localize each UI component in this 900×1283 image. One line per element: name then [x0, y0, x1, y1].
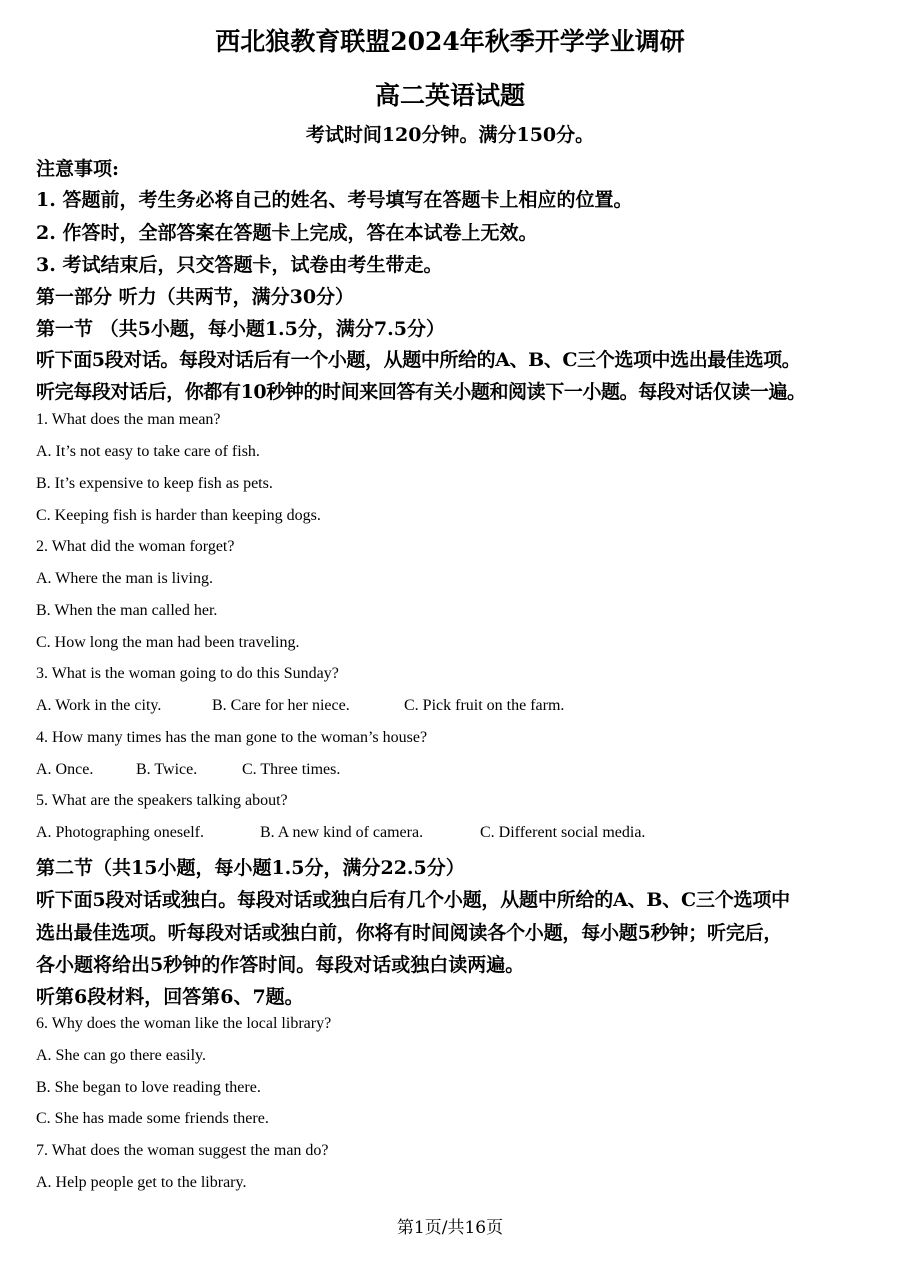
options-3 [36, 697, 564, 715]
question-2: 2. What did the woman forget? [36, 538, 235, 555]
option-5c: C. Different social media. [480, 824, 646, 841]
options-4 [36, 761, 340, 779]
question-3: 3. What is the woman going to do this Sunday? [36, 665, 339, 682]
option-2a: A. Where the man is living. [36, 570, 213, 587]
option-3c: C. Pick fruit on the farm. [404, 697, 565, 714]
option-7a: A. Help people get to the library. [36, 1174, 247, 1191]
option-1c: C. Keeping fish is harder than keeping dogs. [36, 507, 321, 524]
option-4a: A. Once. [36, 761, 94, 778]
exam-title: 西北狼教育联盟2024年秋季开学学业调研 [215, 27, 685, 56]
option-4b: B. Twice. [136, 761, 198, 778]
page-number: 第1页/共16页 [396, 1218, 504, 1238]
notice-item: 3. 考试结束后，只交答题卡，试卷由考生带走。 [36, 254, 443, 276]
notice-item: 2. 作答时，全部答案在答题卡上完成，答在本试卷上无效。 [36, 222, 538, 244]
option-1a: A. It’s not easy to take care of fish. [36, 443, 260, 460]
section2-instruction: 选出最佳选项。听每段对话或独白前，你将有时间阅读各个小题，每小题5秒钟；听完后， [36, 922, 783, 944]
option-1b: B. It’s expensive to keep fish as pets. [36, 475, 273, 492]
option-6b: B. She began to love reading there. [36, 1079, 261, 1096]
option-6c: C. She has made some friends there. [36, 1110, 269, 1127]
option-2c: C. How long the man had been traveling. [36, 634, 300, 651]
question-1: 1. What does the man mean? [36, 411, 221, 428]
question-4: 4. How many times has the man gone to the woman’s house? [36, 729, 428, 746]
exam-subtitle: 高二英语试题 [374, 81, 525, 110]
question-6: 6. Why does the woman like the local library? [36, 1015, 332, 1032]
material-6-heading: 听第6段材料，回答第6、7题。 [36, 986, 304, 1008]
section2-instruction: 各小题将给出5秒钟的作答时间。每段对话或独白读两遍。 [36, 954, 525, 976]
section2-heading: 第二节（共15小题，每小题1.5分，满分22.5分） [36, 857, 465, 879]
question-5: 5. What are the speakers talking about? [36, 792, 288, 809]
part1-heading: 第一部分 听力（共两节，满分30分） [36, 286, 355, 308]
option-2b: B. When the man called her. [36, 602, 218, 619]
question-7: 7. What does the woman suggest the man do? [36, 1142, 329, 1159]
notice-heading: 注意事项: [36, 158, 120, 180]
exam-info: 考试时间120分钟。满分150分。 [305, 124, 595, 146]
option-3a: A. Work in the city. [36, 697, 162, 714]
section1-instruction: 听完每段对话后，你都有10秒钟的时间来回答有关小题和阅读下一小题。每段对话仅读一遍。 [36, 381, 806, 403]
section2-instruction: 听下面5段对话或独白。每段对话或独白后有几个小题，从题中所给的A、B、C三个选项中 [36, 889, 790, 911]
options-5 [36, 824, 645, 842]
option-3b: B. Care for her niece. [212, 697, 350, 714]
option-4c: C. Three times. [242, 761, 341, 778]
option-5a: A. Photographing oneself. [36, 824, 204, 841]
section1-heading: 第一节 （共5小题，每小题1.5分，满分7.5分） [36, 318, 445, 340]
notice-item: 1. 答题前，考生务必将自己的姓名、考号填写在答题卡上相应的位置。 [36, 189, 633, 211]
option-6a: A. She can go there easily. [36, 1047, 207, 1064]
section1-instruction: 听下面5段对话。每段对话后有一个小题，从题中所给的A、B、C三个选项中选出最佳选项。 [36, 349, 801, 371]
option-5b: B. A new kind of camera. [260, 824, 424, 841]
